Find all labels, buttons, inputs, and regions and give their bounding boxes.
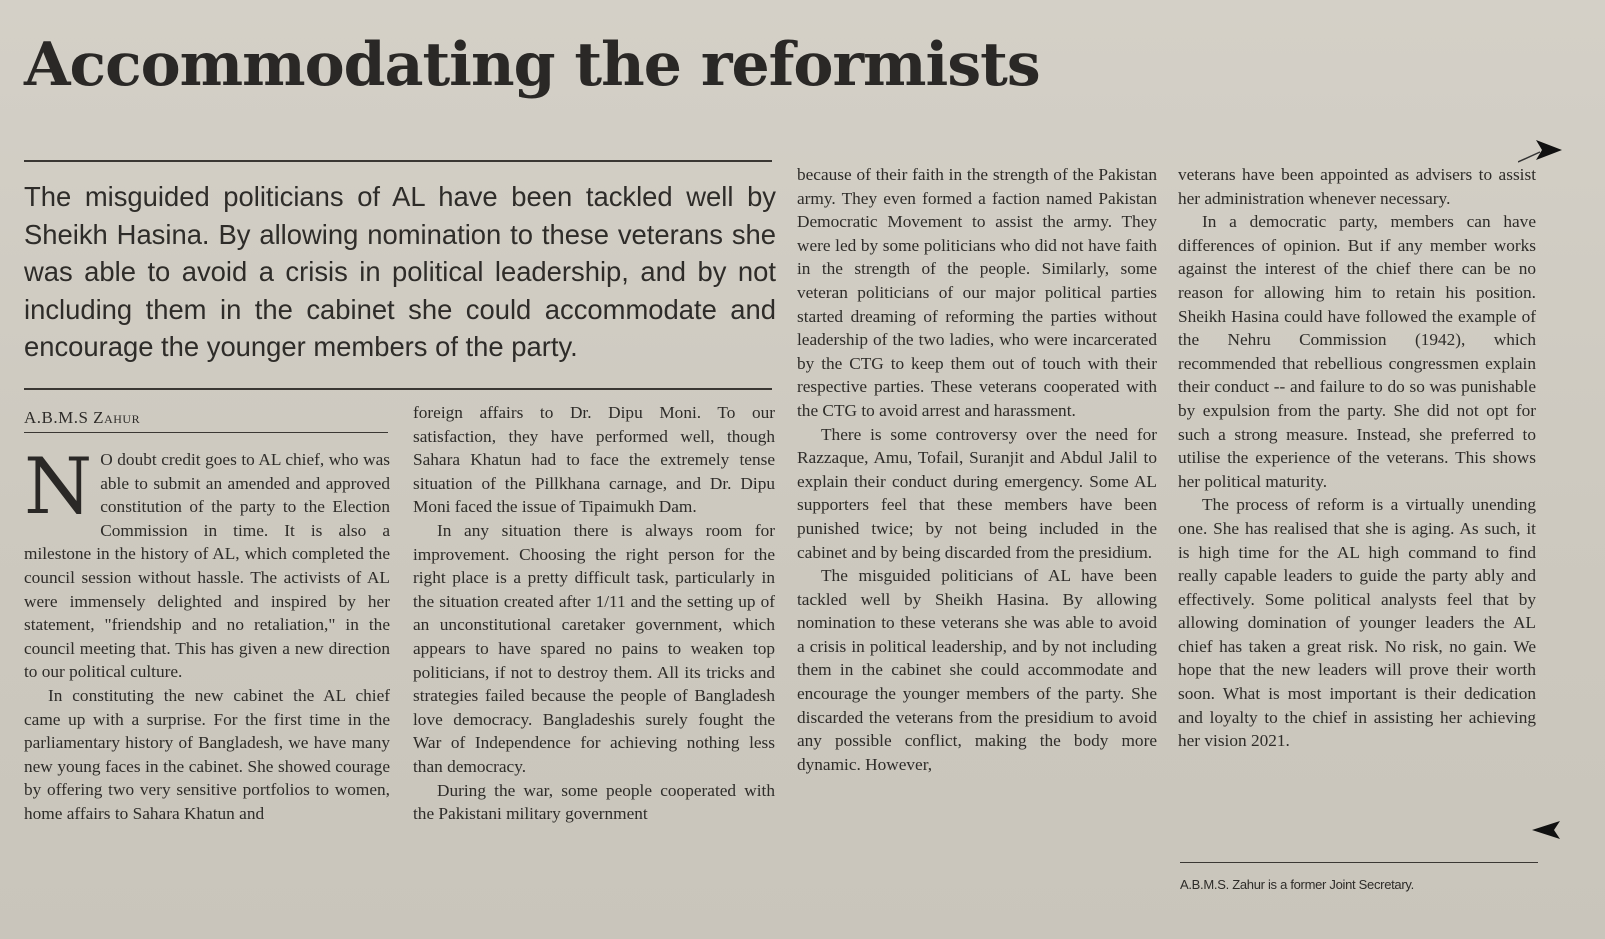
paragraph: because of their faith in the strength of the Pakistan army. They even formed a faction named Pakistan Democratic Movement to assist the army. They were led by some politicians who did not have faith in the strength of the people. Similarly, some veteran politicians of our major political parties started dreaming of reforming the parties without leadership of the two ladies, who were incarcerated by the CTG to keep them out of touch with their respective parties. These veterans cooperated with the CTG to avoid arrest and harassment. [797,165,1157,420]
headline: Accommodating the reformists [24,30,1040,100]
paragraph: veterans have been appointed as advisers to assist her administration whenever necessary. [1178,165,1536,208]
byline-rule [24,432,388,433]
paragraph: In a democratic party, members can have differences of opinion. But if any member works against the interest of the chief there can be no reason for allowing him to retain his position. Sheikh Hasina could have followed the example of the Nehru Commission (1942), which recommended that rebellious congressmen explain their conduct -- and failure to do so was punishable by expulsion from the party. She did not opt for such a strong measure. Instead, she preferred to utilise the experience of the veterans. This shows her political maturity. [1178,212,1536,491]
paragraph: O doubt credit goes to AL chief, who was able to submit an amended and approved constitution of the party to the Election Commission in time. It is also a milestone in the history of AL, which completed the council session without hassle. The activists of AL were immensely delighted and inspired by her statement, "friendship and no retaliation," in the council meeting that. This has given a new direction to our political culture. [24,450,390,682]
drop-cap: N [24,442,93,532]
article-column-3 [797,163,1157,776]
paragraph: During the war, some people cooperated with the Pakistani military government [413,780,775,824]
article-column-2 [413,401,775,826]
paragraph: foreign affairs to Dr. Dipu Moni. To our satisfaction, they have performed well, though Sahara Khatun had to face the extremely tense situation of the Pillkhana carnage, and Dr. Dipu Moni faced the issue of Tipaimukh Dam. [413,403,775,517]
article-column-4 [1178,163,1536,753]
paragraph: There is some controversy over the need for Razzaque, Amu, Tofail, Suranjit and Abdul Jalil to explain their conduct during emergency. Some AL supporters feel that these members have been punished twice; by not being included in the cabinet and by being discarded from the presidium. [797,424,1157,562]
author-note: A.B.M.S. Zahur is a former Joint Secretary. [1180,877,1414,892]
standfirst-top-rule [24,160,772,162]
author-note-rule [1180,862,1538,863]
page-marker-top-icon [1518,136,1564,166]
page-marker-bottom-icon [1530,815,1570,845]
paragraph: The misguided politicians of AL have been tackled well by Sheikh Hasina. By allowing nomination to these veterans she was able to avoid a crisis in political leadership, and by not including them in the cabinet she could accommodate and encourage the younger members of the party. She discarded the veterans from the presidium to avoid any possible conflict, making the body more dynamic. However, [797,566,1157,774]
standfirst: The misguided politicians of AL have been tackled well by Sheikh Hasina. By allowing nomination to these veterans she was able to avoid a crisis in political leadership, and by not including them in the cabinet she could accommodate and encourage the younger members of the party. [24,181,776,362]
byline: A.B.M.S Zahur [24,408,141,427]
paragraph: The process of reform is a virtually unending one. She has realised that she is aging. As such, it is high time for the AL high command to find really capable leaders to guide the party ably and effectively. Some political analysts feel that by allowing domination of younger leaders the AL chief has taken a great risk. No risk, no gain. We hope that the new leaders will prove their worth soon. What is most important is their dedication and loyalty to the chief in assisting her achieving her vision 2021. [1178,495,1536,751]
paragraph: In constituting the new cabinet the AL chief came up with a surprise. For the first time in the parliamentary history of Bangladesh, we have many new young faces in the cabinet. She showed courage by offering two very sensitive portfolios to women, home affairs to Sahara Khatun and [24,685,390,823]
article-column-1 [24,442,390,826]
standfirst-bottom-rule [24,388,772,390]
paragraph: In any situation there is always room for improvement. Choosing the right person for the right place is a pretty difficult task, particularly in the situation created after 1/11 and the setting up of an unconstitutional caretaker government, which appears to have spared no pains to weaken top politicians, if not to destroy them. All its tricks and strategies failed because the people of Bangladesh love democracy. Bangladeshis surely fought the War of Independence for achieving nothing less than democracy. [413,520,775,776]
